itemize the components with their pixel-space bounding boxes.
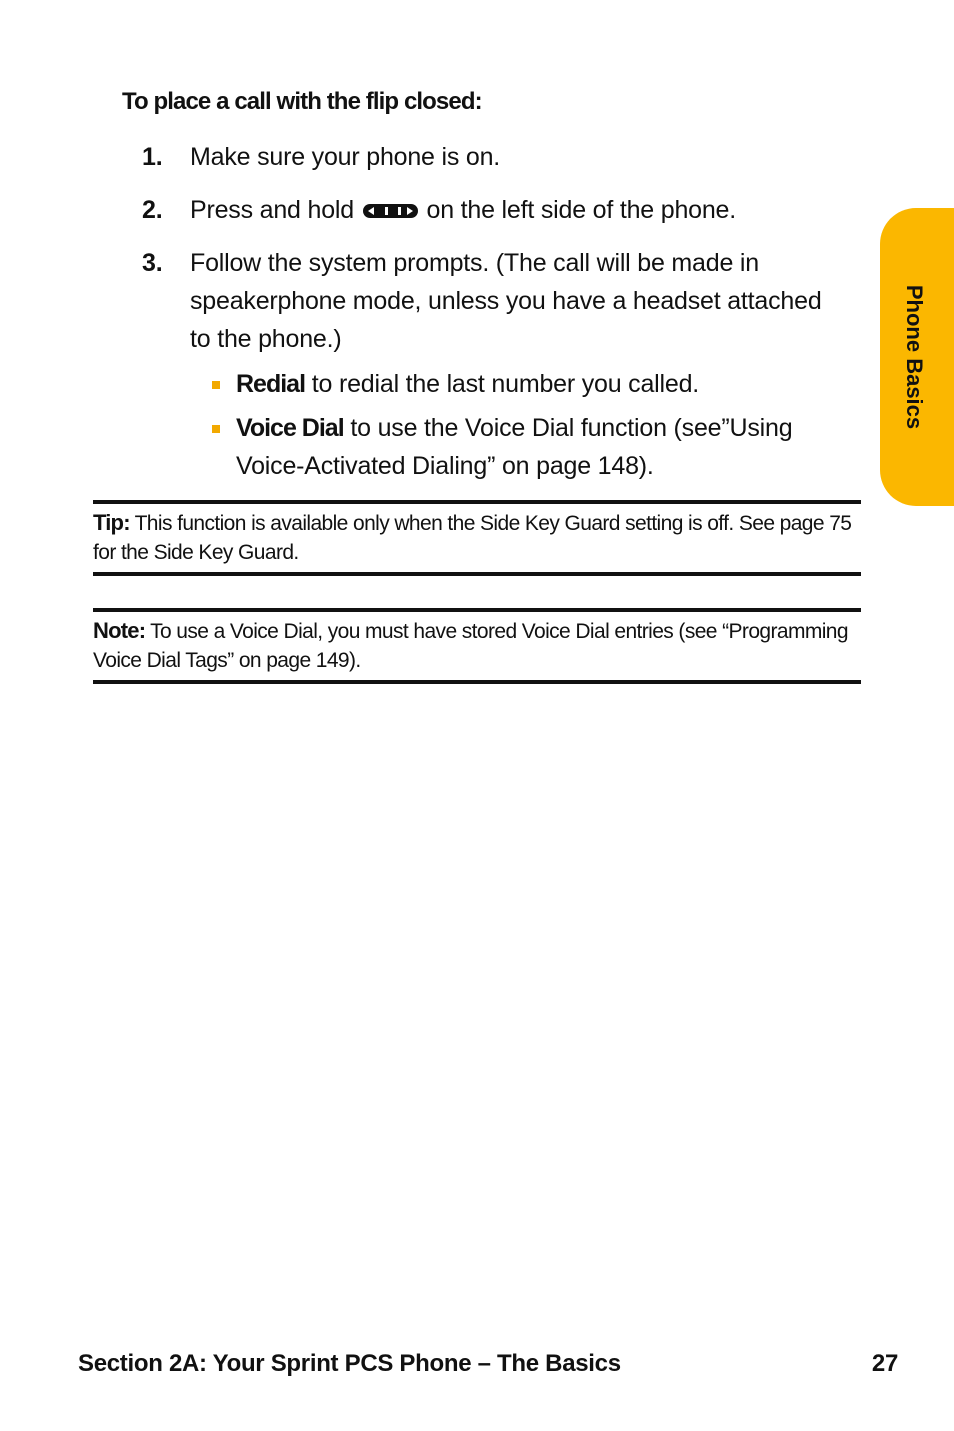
step-2: [142, 191, 736, 229]
step-1: [142, 138, 501, 176]
bullet-text: [236, 409, 846, 485]
step-text-post: on the left side of the phone.: [426, 196, 736, 224]
step-number: 1.: [142, 143, 163, 171]
footer-section-title: Section 2A: Your Sprint PCS Phone – The Basics: [78, 1350, 621, 1377]
bullet-text: [236, 365, 846, 403]
step-number: 2.: [142, 196, 163, 224]
side-tab-label: Phone Basics: [902, 284, 927, 430]
step-text-pre: Press and hold: [190, 196, 354, 224]
step-text: [190, 191, 830, 229]
step-text: Follow the system prompts. (The call will be made in speakerphone mode, unless you have a headset attached to the phone.): [190, 249, 822, 353]
bullet-desc: to redial the last number you called.: [305, 370, 700, 398]
note-label: Note:: [93, 618, 146, 643]
section-heading: To place a call with the flip closed:: [122, 88, 482, 115]
side-tab: [880, 208, 954, 506]
tip-label: Tip:: [93, 510, 130, 535]
page-number: 27: [871, 1350, 898, 1377]
note-box: [93, 608, 861, 684]
tip-box: [93, 500, 861, 576]
side-key-icon: [363, 204, 418, 218]
note-text: To use a Voice Dial, you must have stored Voice Dial entries (see “Programming Voice Dial Tags” on page 149).: [93, 620, 848, 672]
step-3: [142, 244, 822, 353]
bullet-desc: to use the Voice Dial function (see”Using Voice-Activated Dialing” on page 148).: [236, 414, 793, 480]
bullet-label: Voice Dial: [236, 414, 344, 442]
bullet-label: Redial: [236, 370, 306, 398]
page-footer: [78, 1350, 898, 1378]
bullet-marker: [212, 381, 220, 389]
bullet-marker: [212, 425, 220, 433]
step-number: 3.: [142, 249, 163, 277]
step-text: Make sure your phone is on.: [190, 143, 501, 171]
tip-text: This function is available only when the Side Key Guard setting is off. See page 75 for the Side Key Guard.: [93, 512, 852, 564]
